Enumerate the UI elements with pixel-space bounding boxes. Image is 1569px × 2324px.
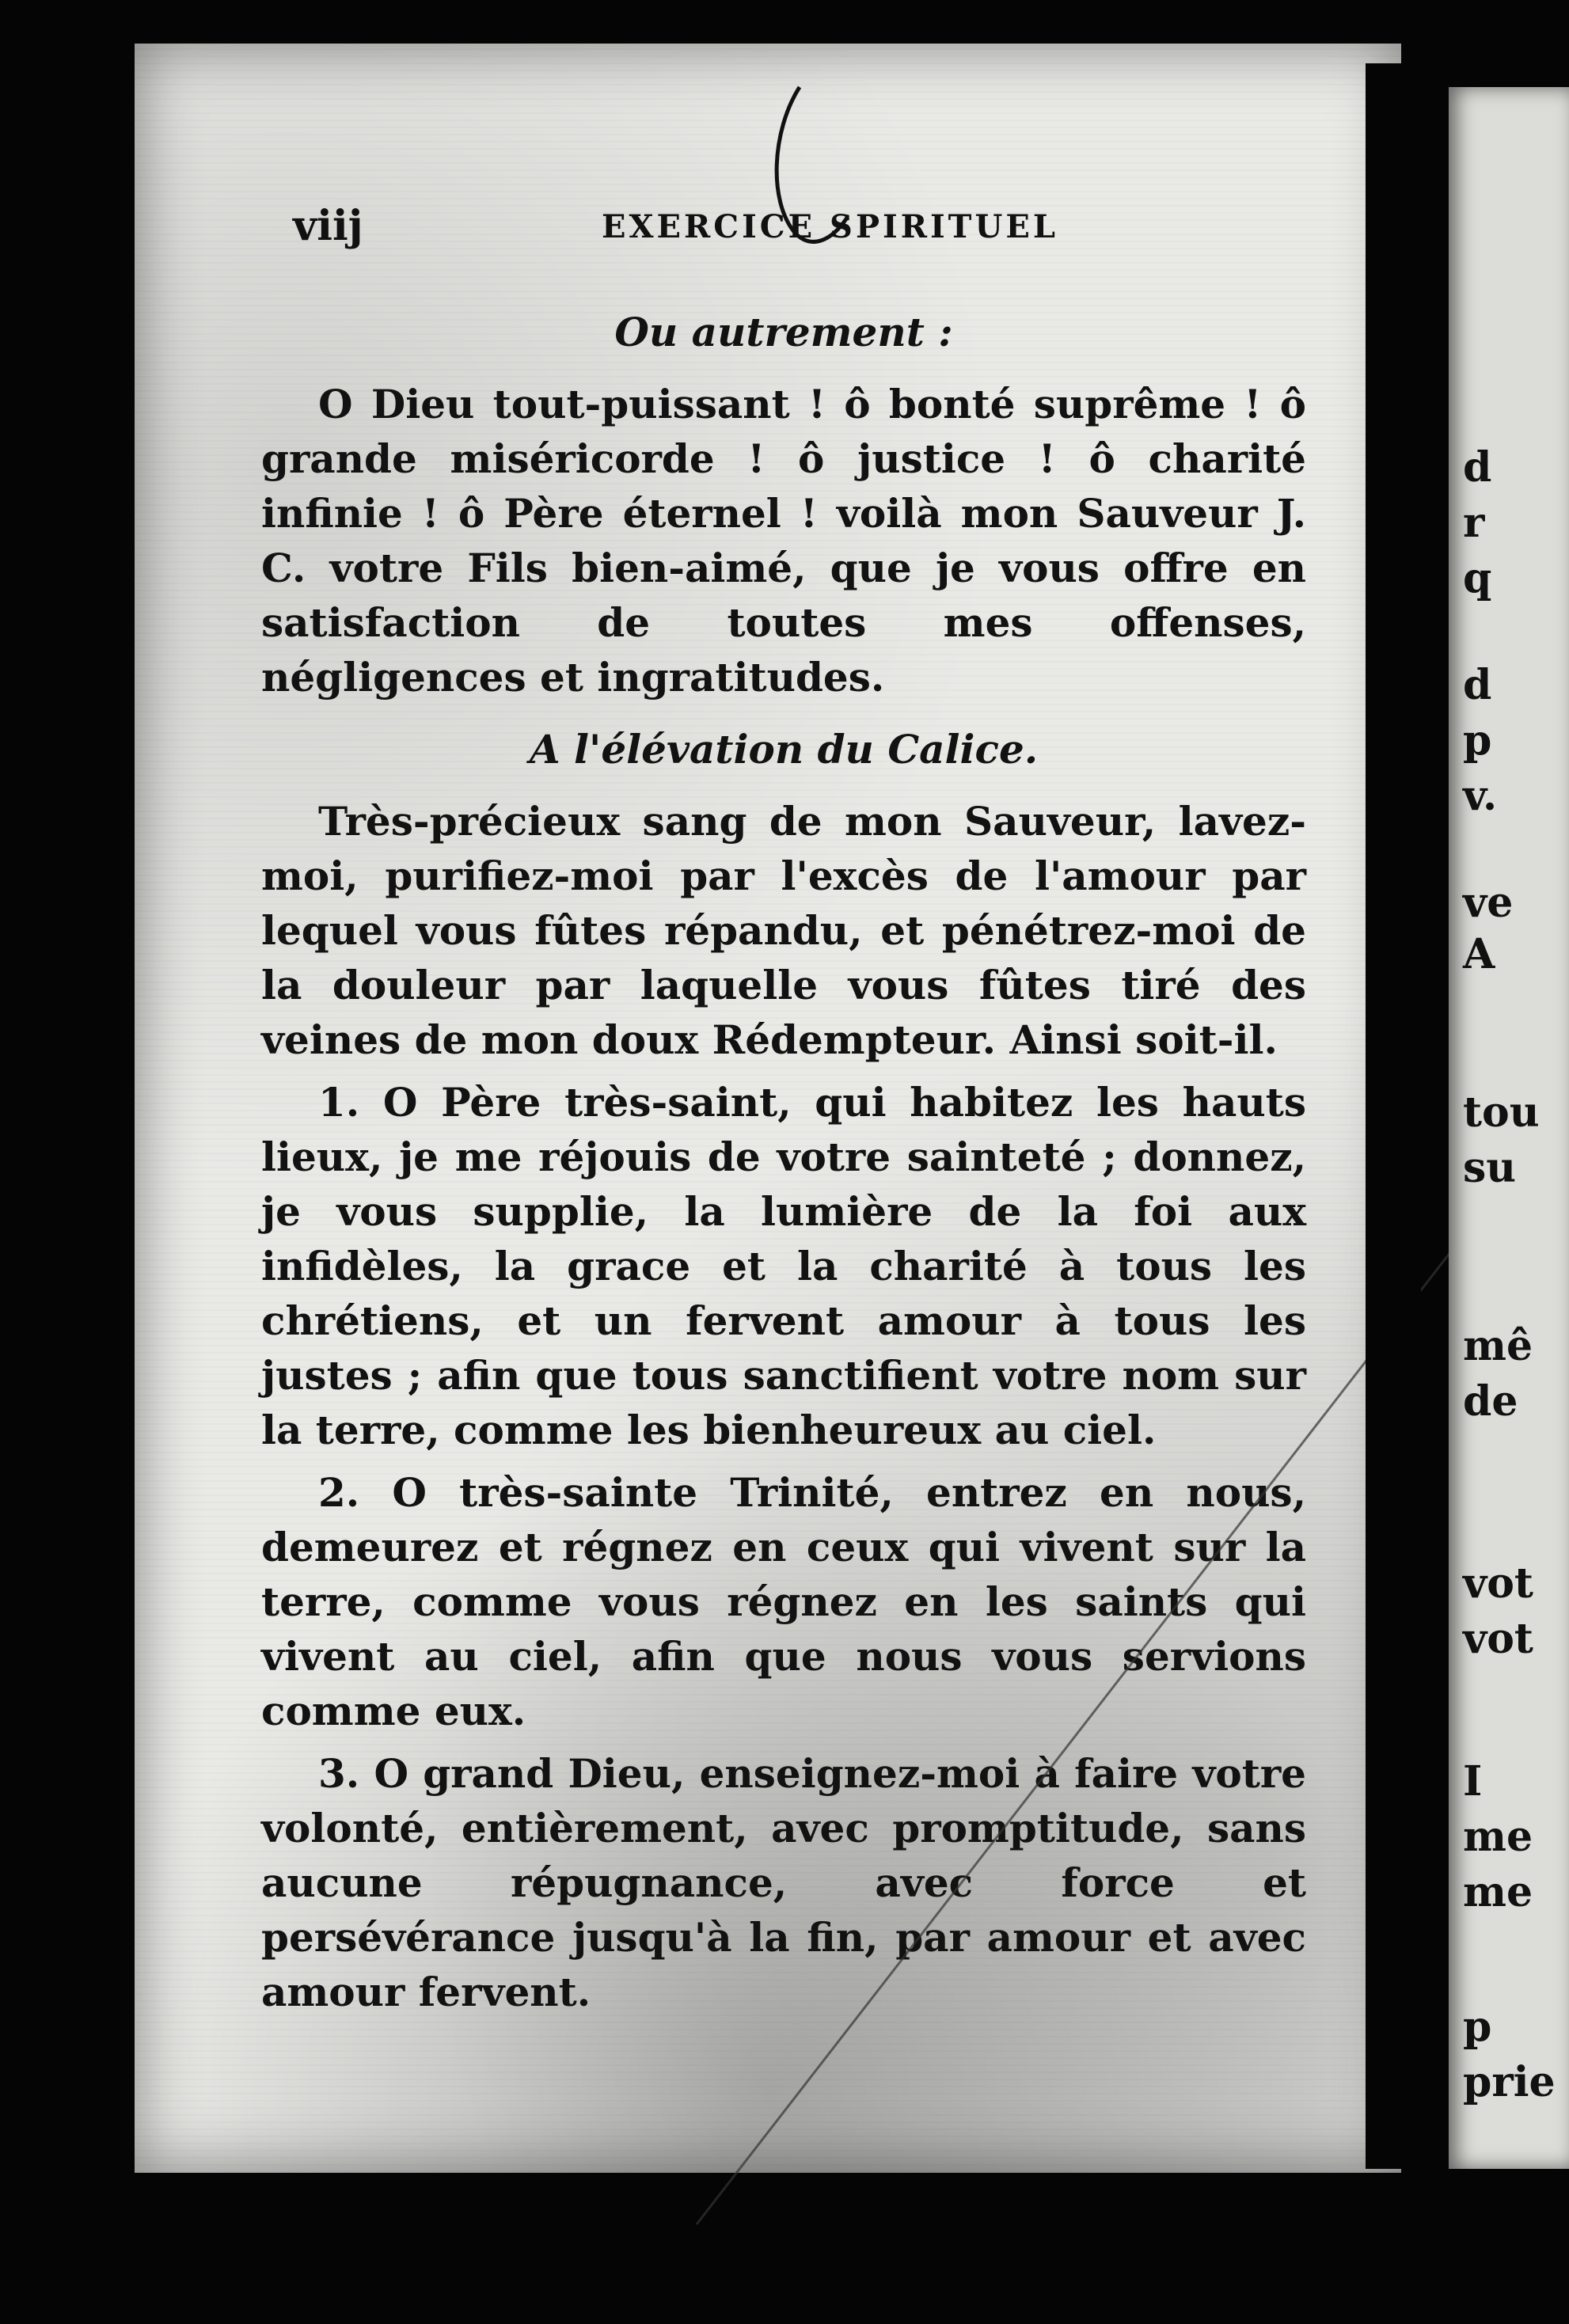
subheading-ou-autrement: Ou autrement : bbox=[614, 309, 953, 355]
facing-fragment: me bbox=[1463, 1813, 1533, 1861]
facing-fragment: d bbox=[1463, 443, 1492, 492]
page-header bbox=[293, 202, 1306, 257]
facing-fragment: ve bbox=[1463, 879, 1514, 927]
prayer-paragraph-1: O Dieu tout-puissant ! ô bonté suprême ! ô grande miséricorde ! ô justice ! ô charité infinie ! ô Père éternel ! voilà mon Sauveur J. C. votre Fils bien-aimé, que je vous offre en satisfaction de toutes mes offenses, négligences et ingratitudes. bbox=[261, 381, 1306, 701]
facing-fragment: su bbox=[1463, 1144, 1517, 1192]
item-text: O grand Dieu, enseignez-moi à faire votre volonté, entièrement, avec promptitude, sans aucune répugnance, avec force et persévérance jusqu'à la fin, par amour et avec amour fervent. bbox=[261, 1750, 1306, 2015]
facing-fragment: vot bbox=[1463, 1615, 1533, 1663]
item-number: 2. bbox=[318, 1469, 360, 1516]
running-title: EXERCICE SPIRITUEL bbox=[602, 208, 1058, 245]
facing-page-edge bbox=[1449, 87, 1569, 2169]
facing-fragment: vot bbox=[1463, 1559, 1533, 1608]
facing-fragment: d bbox=[1463, 661, 1492, 709]
facing-fragment: mê bbox=[1463, 1322, 1533, 1370]
facing-fragment: tou bbox=[1463, 1088, 1540, 1137]
item-number: 3. bbox=[318, 1750, 360, 1797]
pencil-stroke bbox=[681, 1124, 1552, 2232]
facing-fragment: q bbox=[1463, 554, 1492, 602]
facing-fragment: r bbox=[1463, 499, 1485, 547]
item-number: 1. bbox=[318, 1079, 360, 1126]
facing-fragment: prie bbox=[1463, 2058, 1556, 2106]
facing-fragment: de bbox=[1463, 1377, 1518, 1426]
facing-fragment: p bbox=[1463, 716, 1492, 765]
page-number: viij bbox=[293, 202, 363, 250]
facing-fragment: me bbox=[1463, 1868, 1533, 1916]
item-text: O très-sainte Trinité, entrez en nous, demeurez et régnez en ceux qui vivent sur la terre, comme vous régnez en les saints qui vivent au ciel, afin que nous vous servions comme eux. bbox=[261, 1469, 1306, 1734]
page-gutter bbox=[1366, 63, 1421, 2169]
subheading-elevation-calice: A l'élévation du Calice. bbox=[529, 726, 1039, 773]
facing-fragment: p bbox=[1463, 2003, 1492, 2051]
prayer-paragraph-2: Très-précieux sang de mon Sauveur, lavez-moi, purifiez-moi par l'excès de l'amour par lequel vous fûtes répandu, et pénétrez-moi de la douleur par laquelle vous fûtes tiré des veines de mon doux Rédempteur. Ainsi soit-il. bbox=[261, 798, 1306, 1063]
facing-fragment: I bbox=[1463, 1757, 1483, 1806]
facing-fragment: v. bbox=[1463, 772, 1498, 820]
item-text: O Père très-saint, qui habitez les hauts lieux, je me réjouis de votre sainteté ; donnez, je vous supplie, la lumière de la foi aux infidèles, la grace et la charité à tous les chrétiens, et un fervent amour à tous les justes ; afin que tous sanctifient votre nom sur la terre, comme les bienheureux au ciel. bbox=[261, 1079, 1306, 1453]
facing-fragment: A bbox=[1463, 930, 1495, 978]
